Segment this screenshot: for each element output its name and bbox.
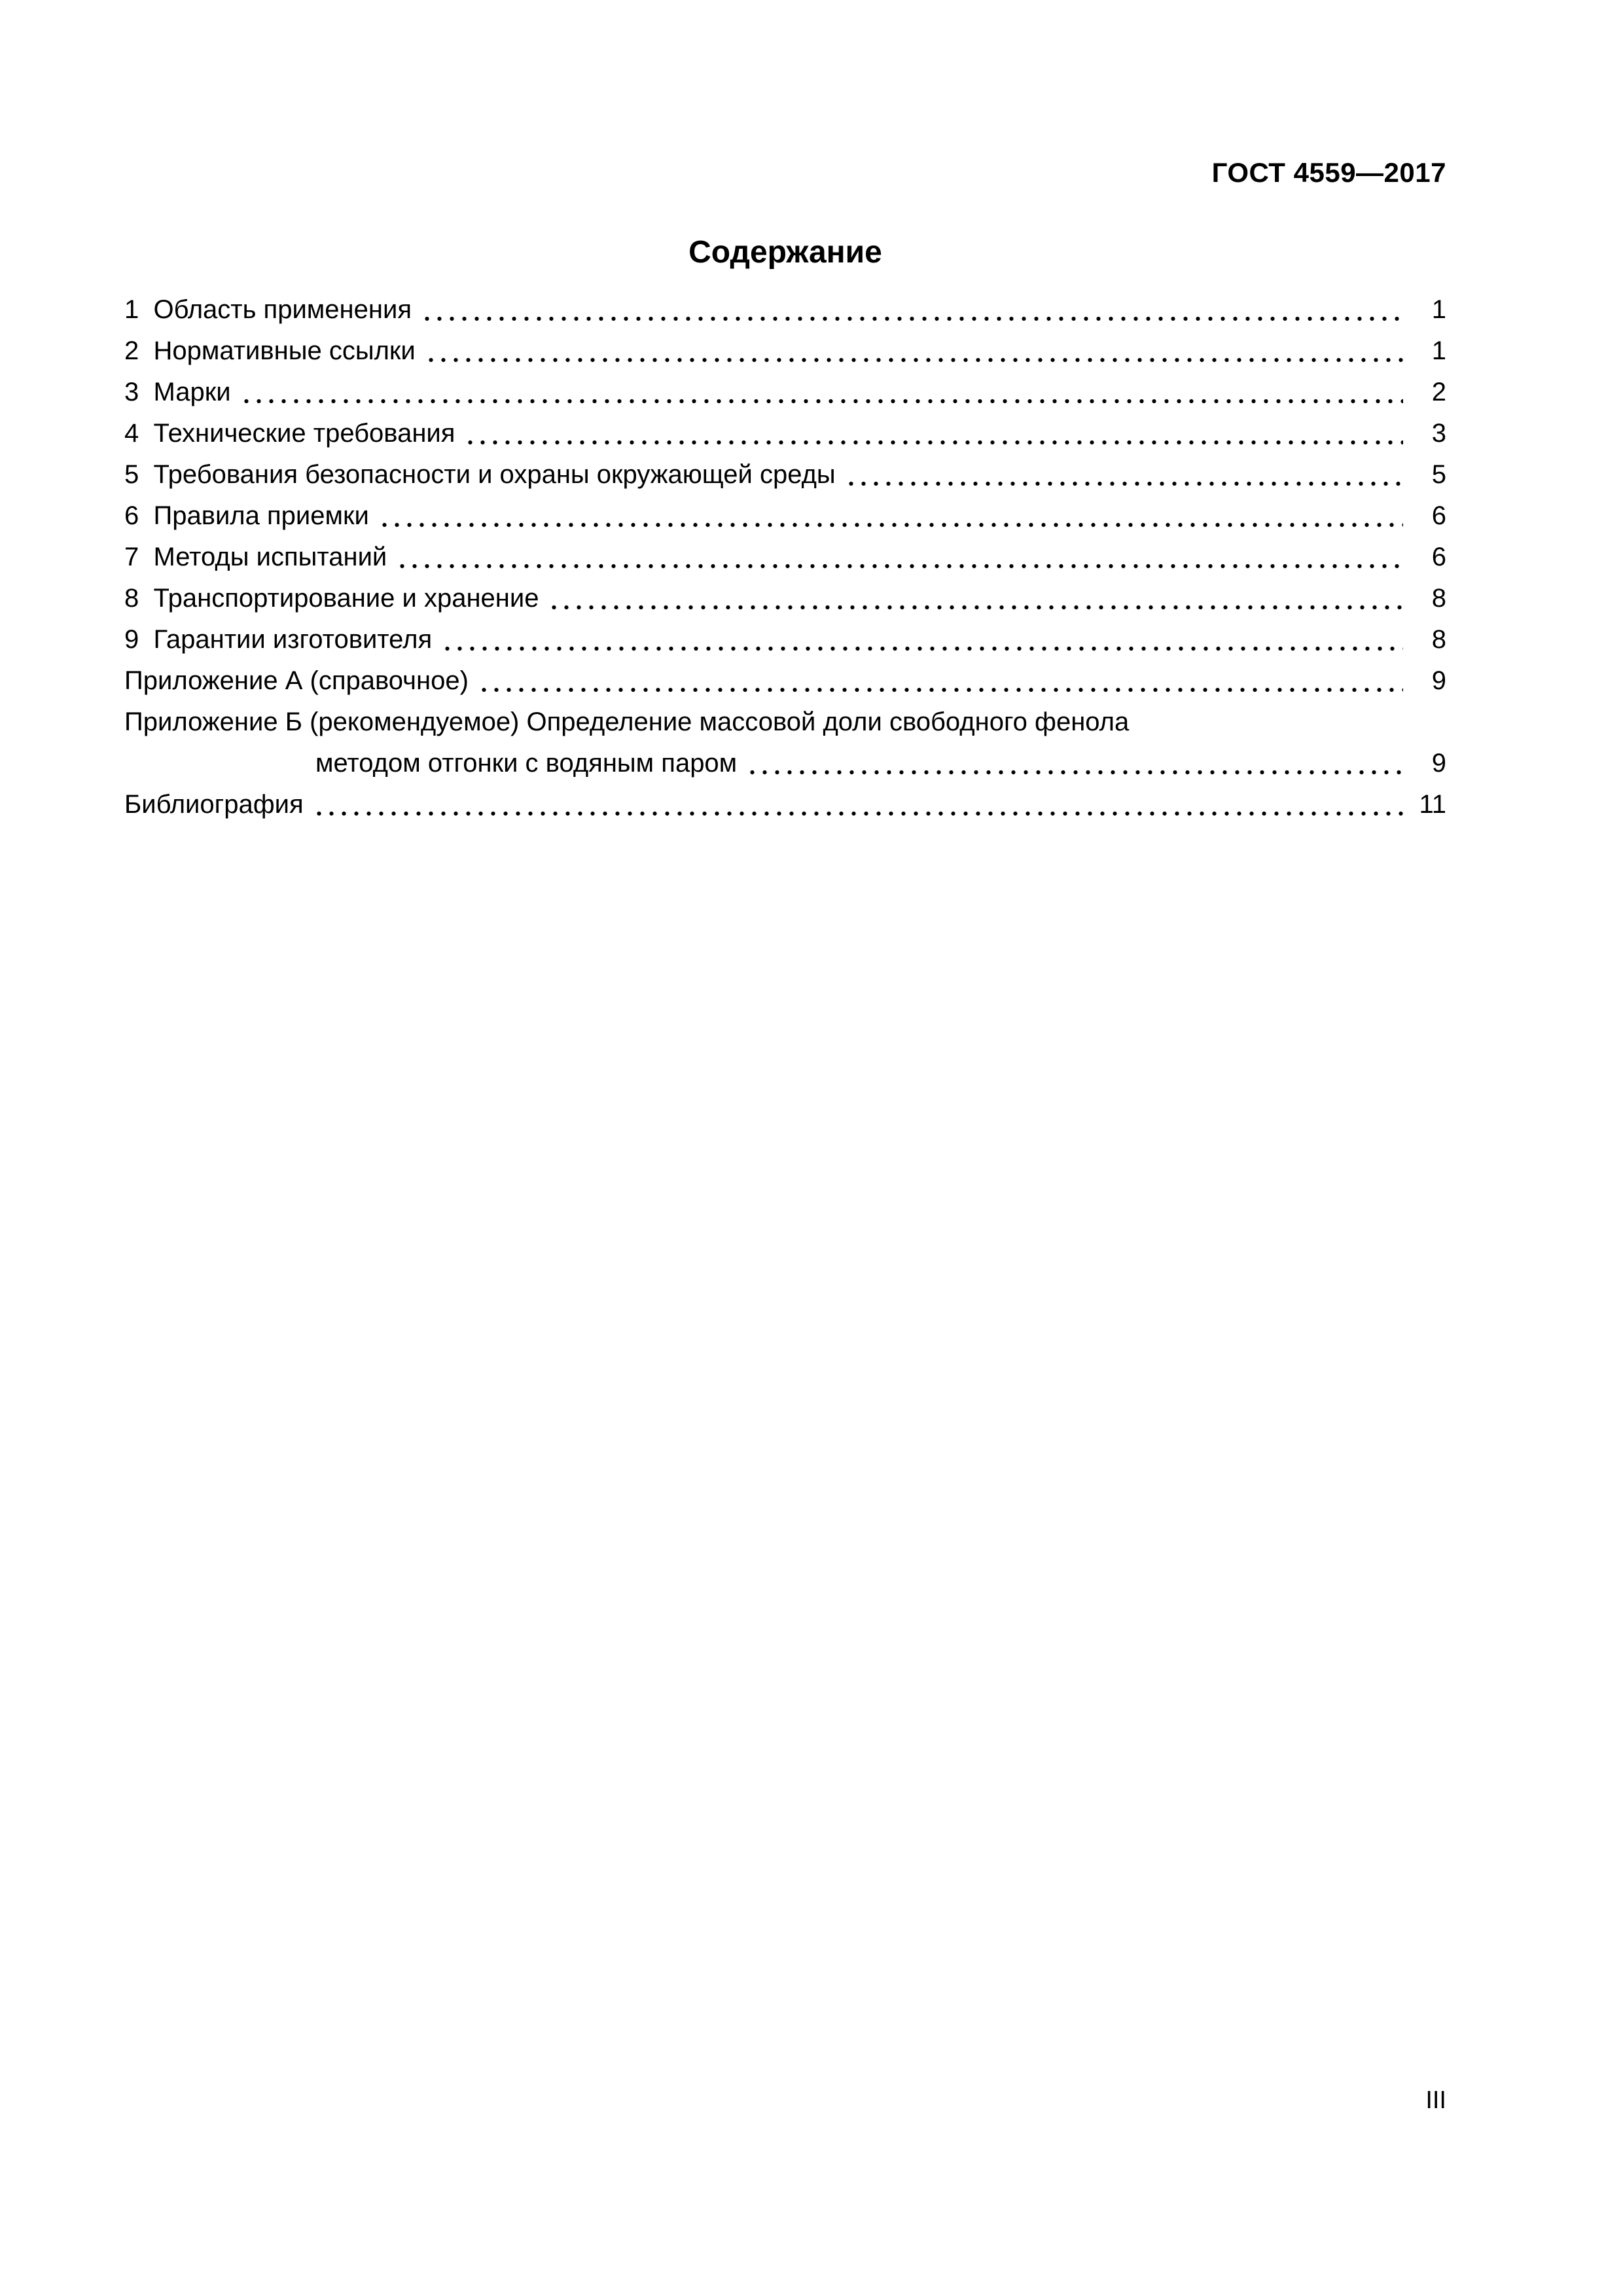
toc-entry-label: 2 Нормативные ссылки: [124, 336, 416, 365]
toc-entry-label: Приложение А (справочное): [124, 666, 469, 695]
toc-dot-leader: [240, 372, 1403, 413]
toc-entry-page: 11: [1419, 790, 1446, 819]
toc-entry: [124, 619, 1446, 660]
toc-entry: [124, 784, 1446, 825]
toc-dot-leader: [845, 454, 1403, 495]
toc-entry-label: методом отгонки с водяным паром: [315, 749, 738, 778]
toc-dot-leader: [421, 289, 1403, 331]
toc-entry: [124, 454, 1446, 495]
toc-entry: [124, 413, 1446, 454]
toc-entry-label: 1 Область применения: [124, 295, 412, 324]
toc-dot-leader: [396, 537, 1403, 578]
toc-dot-leader: [1138, 702, 1441, 743]
toc-title: Содержание: [688, 235, 882, 270]
toc-entry-label: 7 Методы испытаний: [124, 543, 387, 571]
page-number: III: [1425, 2087, 1446, 2114]
toc-dot-leader: [378, 495, 1403, 537]
toc-entry-page: 3: [1431, 419, 1446, 448]
toc-entry-page: 1: [1431, 336, 1446, 365]
toc-entry: [124, 537, 1446, 578]
toc-dot-leader: [313, 784, 1403, 825]
toc-entry: [124, 331, 1446, 372]
toc-entry: [124, 702, 1446, 743]
toc-entry-label: Библиография: [124, 790, 304, 819]
toc-entry-label: 6 Правила приемки: [124, 501, 369, 530]
toc-entry: [124, 495, 1446, 537]
toc-entry-label: 3 Марки: [124, 378, 231, 406]
toc-dot-leader: [548, 578, 1403, 619]
toc-dot-leader: [441, 619, 1403, 660]
toc-entry-continuation: [124, 743, 1446, 784]
toc-entry-page: 8: [1431, 584, 1446, 613]
toc-entry-page: 9: [1431, 666, 1446, 695]
toc-entry: [124, 578, 1446, 619]
toc-entry-label: 8 Транспортирование и хранение: [124, 584, 539, 613]
toc-entry-page: 9: [1431, 749, 1446, 778]
toc-entry: [124, 372, 1446, 413]
toc-entry-label: 5 Требования безопасности и охраны окружающей среды: [124, 460, 836, 489]
toc-list: [124, 289, 1446, 825]
toc-entry-page: 6: [1431, 543, 1446, 571]
toc-entry: [124, 660, 1446, 702]
toc-dot-leader: [746, 743, 1403, 784]
toc-entry-label: 9 Гарантии изготовителя: [124, 625, 433, 654]
toc-dot-leader: [425, 331, 1403, 372]
toc-entry: [124, 289, 1446, 331]
toc-entry-page: 5: [1431, 460, 1446, 489]
toc-entry-page: 2: [1431, 378, 1446, 406]
toc-entry-page: 6: [1431, 501, 1446, 530]
toc-dot-leader: [478, 660, 1403, 702]
toc-dot-leader: [464, 413, 1403, 454]
toc-entry-label: Приложение Б (рекомендуемое) Определение массовой доли свободного фенола: [124, 708, 1130, 736]
toc-entry-page: 8: [1431, 625, 1446, 654]
toc-entry-label: 4 Технические требования: [124, 419, 455, 448]
toc-entry-page: 1: [1431, 295, 1446, 324]
document-code: ГОСТ 4559—2017: [1211, 157, 1446, 188]
